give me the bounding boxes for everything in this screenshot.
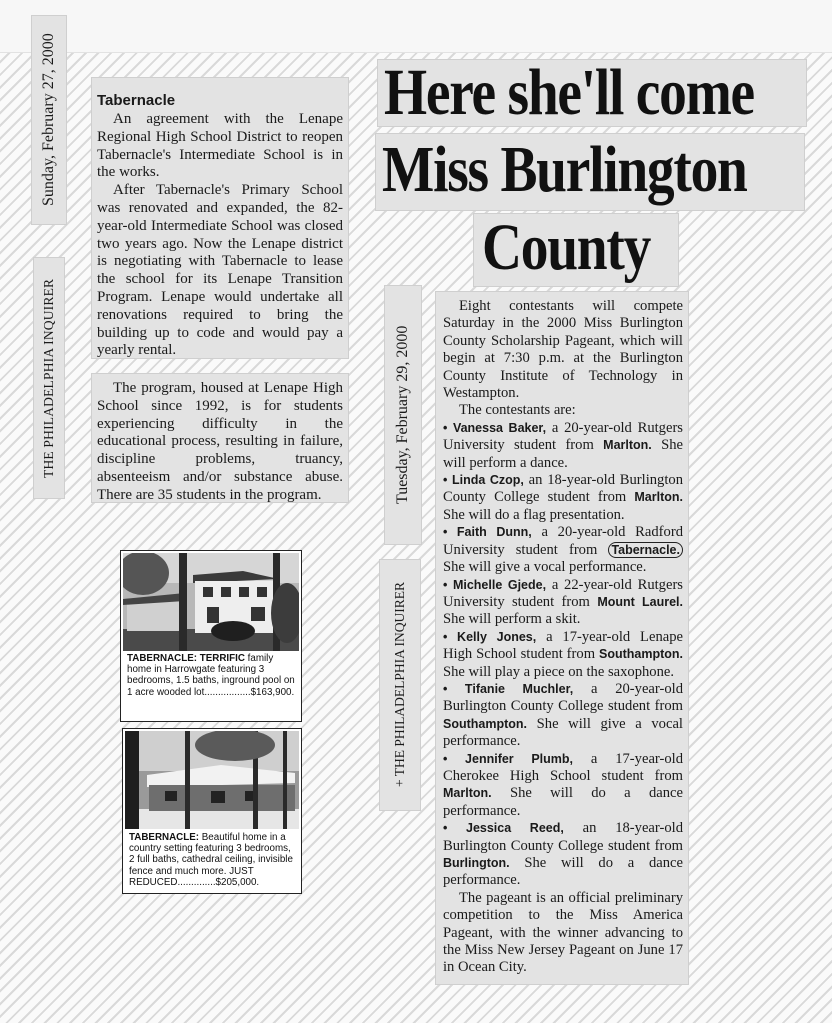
contestant-name: • Jessica Reed, [443, 821, 564, 836]
contestant-item [443, 577, 683, 629]
contestant-desc: a 22-year-old Rutgers University student from [443, 576, 683, 610]
contestant-town: Marlton. [634, 490, 683, 505]
page-top-margin [0, 0, 832, 53]
source-label-right: + THE PHILADELPHIA INQUIRER [380, 560, 420, 810]
circled-town: Tabernacle. [608, 542, 683, 558]
contestant-town: Burlington. [443, 856, 510, 870]
contestant-desc: a 17-year-old Cherokee High School student from [443, 750, 683, 784]
contestant-act: She will perform a skit. [443, 611, 581, 628]
contestant-name: • Linda Czop, [443, 473, 524, 488]
headline-line-2: Miss Burlington [382, 133, 747, 206]
contestant-town: Mount Laurel. [597, 594, 683, 609]
contestant-town: Southampton. [598, 647, 683, 662]
brief-clipping-2 [92, 374, 348, 502]
contestant-desc: a 17-year-old Lenape High School student from [443, 628, 683, 663]
contestant-item [443, 420, 683, 472]
brief-heading: Tabernacle [97, 92, 176, 109]
contestant-item [443, 629, 683, 681]
contestant-name: • Jennifer Plumb, [443, 751, 574, 766]
dateline-left: Sunday, February 27, 2000 [32, 16, 66, 224]
contestant-town: Marlton. [603, 438, 652, 453]
real-estate-ad-1 [120, 550, 302, 722]
ad-text-1: family home in Harrowgate featuring 3 bedrooms, 1.5 baths, inground pool on 1 acre wooded lot.................$163,900. [127, 653, 295, 698]
contestant-name: • Michelle Gjede, [443, 577, 547, 592]
contestant-item [443, 681, 683, 751]
story-lead: The contestants are: [459, 402, 576, 419]
contestant-town: Marlton. [443, 786, 492, 801]
house-photo-2 [125, 731, 299, 829]
dateline-right: Tuesday, February 29, 2000 [385, 286, 421, 544]
contestant-name: • Faith Dunn, [443, 525, 532, 540]
contestant-act: She will do a dance performance. [443, 785, 683, 819]
ad-text-2: Beautiful home in a country setting featuring 3 bedrooms, 2 full baths, cathedral ceiling, invisible fence and much more. JUST REDUCED..............$205,000. [129, 832, 293, 888]
ad-kicker-1: TERRIFIC [199, 653, 245, 664]
contestant-desc: a 20-year-old Radford University student from [443, 524, 683, 558]
contestant-act: She will give a vocal performance. [443, 715, 683, 750]
contestant-item [443, 751, 683, 821]
contestant-act: She will give a vocal performance. [443, 559, 647, 576]
brief-clipping-1 [92, 78, 348, 358]
contestant-name: • Vanessa Baker, [443, 420, 547, 435]
contestant-item [443, 524, 683, 576]
ad-label-2: TABERNACLE: [129, 832, 200, 843]
brief-paragraph-2: After Tabernacle's Primary School was renovated and expanded, the 82-year-old Intermediate School was closed two years ago. Now the Lenape district is negotiating with Tabernacle to lease the school for its Lenape Transition Program. Lenape would undertake all renovations required to bring the building up to code and would pay a yearly rental. [97, 182, 343, 359]
story-clipping [436, 292, 688, 984]
contestant-desc: a 20-year-old Rutgers University student from [443, 419, 683, 454]
brief-paragraph-1: An agreement with the Lenape Regional High School District to reopen Tabernacle's Intermediate School is in the works. [97, 111, 343, 181]
ad-caption-1 [127, 653, 297, 698]
ad-caption-2 [129, 832, 297, 888]
contestant-act: She will perform a dance. [443, 437, 683, 471]
story-intro: Eight contestants will compete Saturday in the 2000 Miss Burlington County Scholarship Pageant, which will begin at 7:30 p.m. at the Burlington County Institute of Technology in Westampton. [443, 298, 683, 402]
real-estate-ad-2 [122, 728, 302, 894]
ad-label-1: TABERNACLE: [127, 653, 198, 664]
contestant-desc: a 20-year-old Burlington County College student from [443, 680, 683, 715]
contestant-town: Southampton. [443, 716, 528, 731]
headline-line-3: County [482, 211, 651, 284]
contestant-name: • Tifanie Muchler, [443, 681, 574, 696]
headline-line-1: Here she'll come [384, 56, 754, 129]
contestant-desc: an 18-year-old Burlington County College student from [443, 472, 683, 506]
contestant-act: She will do a dance performance. [443, 855, 683, 889]
house-photo-1 [123, 553, 299, 651]
contestant-item [443, 472, 683, 524]
contestant-item [443, 820, 683, 890]
contestant-act: She will do a flag presentation. [443, 506, 625, 523]
contestant-act: She will play a piece on the saxophone. [443, 663, 675, 680]
contestant-name: • Kelly Jones, [443, 629, 537, 644]
brief-paragraph-3: The program, housed at Lenape High School since 1992, is for students experiencing difficulty in the educational process, resulting in failure, discipline problems, truancy, absenteeism and/or substance abuse. There are 35 students in the program. [97, 380, 343, 503]
contestant-desc: an 18-year-old Burlington County College student from [443, 820, 683, 854]
story-closing: The pageant is an official preliminary competition to the Miss America Pageant, with the winner advancing to the Miss New Jersey Pageant on June 17 in Ocean City. [443, 889, 683, 976]
source-label-left: THE PHILADELPHIA INQUIRER [34, 258, 64, 498]
